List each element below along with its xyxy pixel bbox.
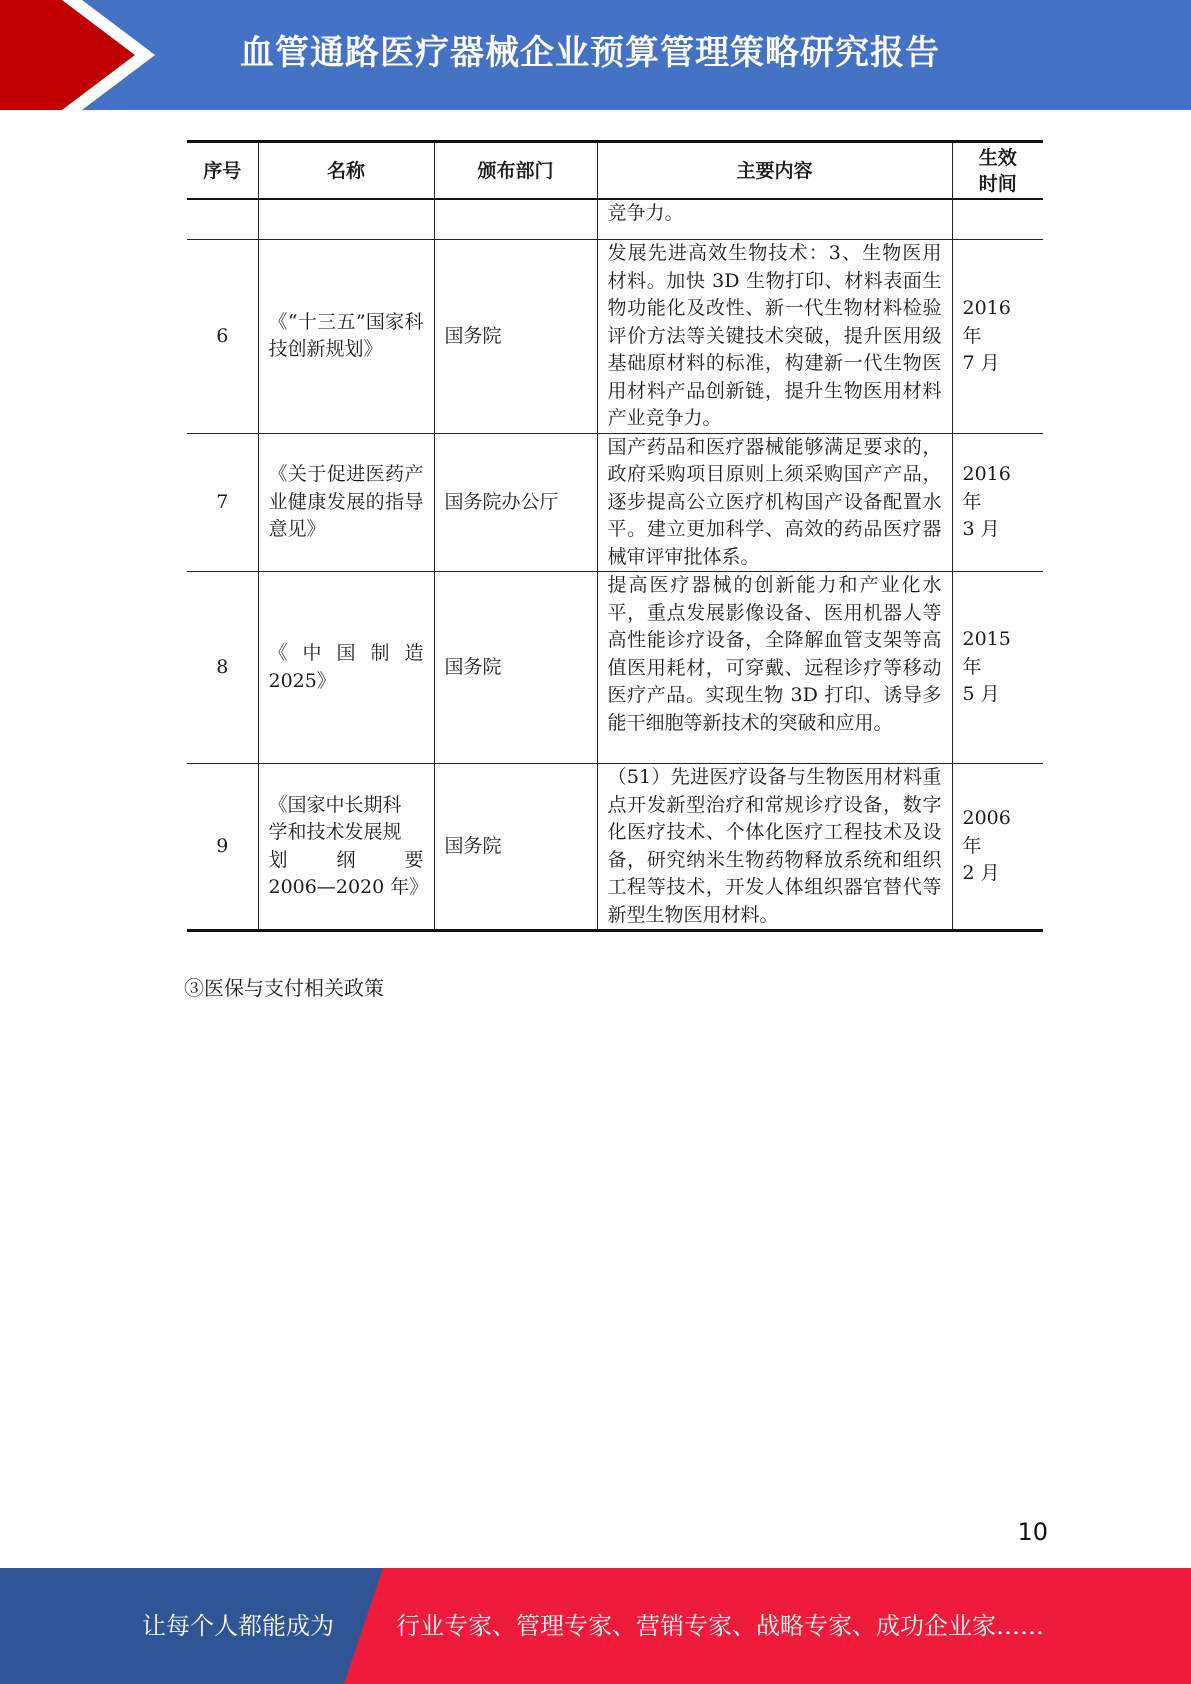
section-heading: ③医保与支付相关政策 [184, 976, 384, 1000]
cell-name-line3: 划 纲 要 [268, 848, 424, 871]
header-name: 名称 [258, 142, 434, 200]
cell-date-year: 2016 年 [962, 463, 1011, 513]
cell-date-year: 2015 年 [962, 628, 1011, 678]
cell-seq: 8 [187, 572, 258, 764]
cell-content: 发展先进高效生物技术：3、生物医用材料。加快 3D 生物打印、材料表面生物功能化及改性、新一代生物材料检验评价方法等关键技术突破，提升医用级基础原材料的标准，构建新一代生物医用材料产品创新链，提升生物医用材料产业竞争力。 [597, 240, 952, 434]
policy-table [187, 140, 1043, 932]
cell-dept: 国务院办公厅 [434, 433, 597, 572]
footer-slogan-left: 让每个人都能成为 [142, 1612, 334, 1640]
header-seq: 序号 [187, 142, 258, 200]
cell-content: （51）先进医疗设备与生物医用材料重点开发新型治疗和常规诊疗设备，数字化医疗技术、个体化医疗工程技术及设备，研究纳米生物药物释放系统和组织工程等技术，开发人体组织器官替代等新型生物医用材料。 [597, 764, 952, 931]
cell-date [952, 764, 1043, 931]
header-date [952, 142, 1043, 200]
cell-date [952, 240, 1043, 434]
cell-date [952, 199, 1043, 240]
cell-dept: 国务院 [434, 572, 597, 764]
header-date-line2: 时间 [978, 172, 1017, 195]
cell-content: 国产药品和医疗器械能够满足要求的，政府采购项目原则上须采购国产产品，逐步提高公立医疗机构国产设备配置水平。建立更加科学、高效的药品医疗器械审评审批体系。 [597, 433, 952, 572]
cell-seq: 9 [187, 764, 258, 931]
cell-name-line1: 《国家中长期科 [268, 793, 402, 816]
header-content: 主要内容 [597, 142, 952, 200]
table-row [187, 764, 1043, 931]
footer-banner [0, 1568, 1191, 1684]
table-row [187, 433, 1043, 572]
cell-name-line2: 学和技术发展规 [268, 821, 402, 843]
header-date-line1: 生效 [978, 146, 1017, 169]
cell-date-month: 7 月 [962, 352, 1000, 374]
cell-dept: 国务院 [434, 240, 597, 434]
cell-name: 《“十三五”国家科技创新规划》 [258, 240, 434, 434]
cell-name-line1: 《 中 国 制 造 [268, 642, 424, 664]
cell-seq: 6 [187, 240, 258, 434]
cell-date-year: 2006 年 [962, 807, 1011, 857]
cell-name [258, 199, 434, 240]
cell-name: 《关于促进医药产业健康发展的指导意见》 [258, 433, 434, 572]
report-title: 血管通路医疗器械企业预算管理策略研究报告 [240, 33, 940, 73]
cell-seq: 7 [187, 433, 258, 572]
cell-date-month: 5 月 [962, 683, 1000, 706]
cell-name-line4: 2006—2020 年》 [268, 876, 429, 898]
table-row-continuation [187, 199, 1043, 240]
cell-date-year: 2016 年 [962, 297, 1011, 347]
cell-date [952, 572, 1043, 764]
cell-content: 提高医疗器械的创新能力和产业化水平，重点发展影像设备、医用机器人等高性能诊疗设备，全降解血管支架等高值医用耗材，可穿戴、远程诊疗等移动医疗产品。实现生物 3D 打印、诱导多能干细胞等新技术的突破和应用。 [597, 572, 952, 764]
footer-slogan-right: 行业专家、管理专家、营销专家、战略专家、成功企业家…… [396, 1612, 1044, 1640]
cell-date [952, 433, 1043, 572]
cell-date-month: 2 月 [962, 862, 1000, 885]
cell-dept: 国务院 [434, 764, 597, 931]
cell-content: 竞争力。 [597, 199, 952, 240]
page-number: 10 [1017, 1518, 1048, 1546]
header-dept: 颁布部门 [434, 142, 597, 200]
cell-seq [187, 199, 258, 240]
table-row [187, 572, 1043, 764]
cell-dept [434, 199, 597, 240]
table-header-row [187, 142, 1043, 200]
cell-name [258, 764, 434, 931]
header-banner [0, 0, 1191, 110]
table-row [187, 240, 1043, 434]
cell-date-month: 3 月 [962, 518, 1000, 540]
cell-name [258, 572, 434, 764]
cell-name-line2: 2025》 [268, 669, 336, 692]
